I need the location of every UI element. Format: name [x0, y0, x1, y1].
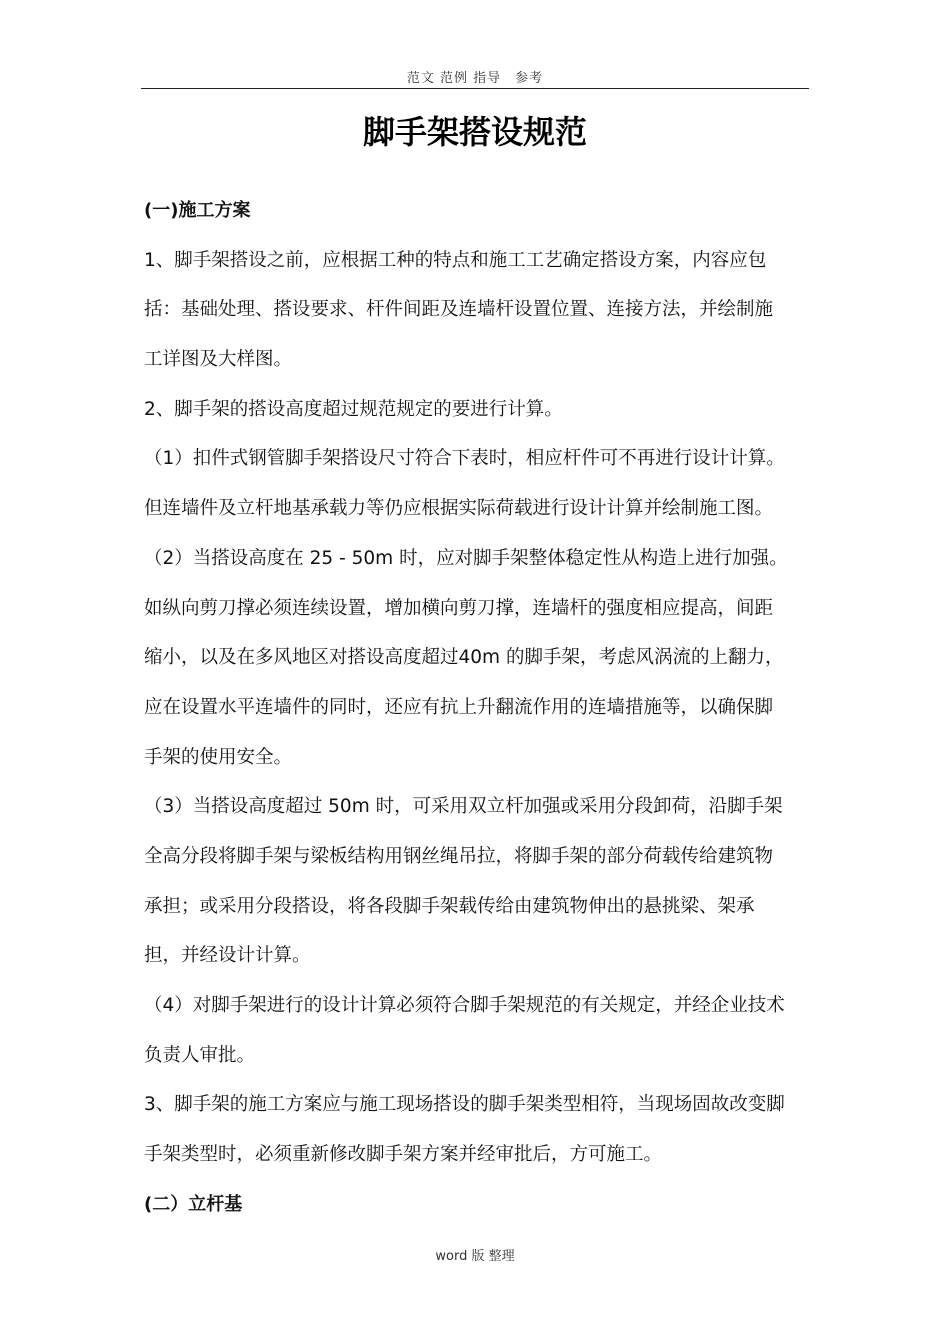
paragraph-line: 缩小，以及在多风地区对搭设高度超过40m 的脚手架，考虑风涡流的上翻力， [144, 647, 784, 669]
paragraph-line: 工详图及大样图。 [144, 349, 293, 371]
section-heading-construction-plan: (一)施工方案 [144, 200, 251, 221]
paragraph-line: 括：基础处理、搭设要求、杆件间距及连墙杆设置位置、连接方法，并绘制施 [144, 299, 774, 321]
paragraph-line: （3）当搭设高度超过 50m 时，可采用双立杆加强或采用分段卸荷，沿脚手架 [144, 796, 783, 818]
paragraph-line: （2）当搭设高度在 25 - 50m 时，应对脚手架整体稳定性从构造上进行加强。 [144, 547, 788, 569]
paragraph-line: 如纵向剪刀撑必须连续设置，增加横向剪刀撑，连墙杆的强度相应提高，间距 [144, 597, 774, 619]
paragraph-line: 但连墙件及立杆地基承载力等仍应根据实际荷载进行设计计算并绘制施工图。 [144, 498, 774, 520]
paragraph-line: 承担；或采用分段搭设，将各段脚手架载传给由建筑物伸出的悬挑梁、架承 [144, 895, 755, 917]
paragraph-line: 手架的使用安全。 [144, 746, 293, 768]
page-header [141, 70, 809, 89]
paragraph-line: 手架类型时，必须重新修改脚手架方案并经审批后，方可施工。 [144, 1144, 663, 1166]
paragraph-line: 应在设置水平连墙件的同时，还应有抗上升翻流作用的连墙措施等，以确保脚 [144, 696, 774, 718]
page-footer [0, 1248, 950, 1266]
paragraph-line: 负责人审批。 [144, 1044, 256, 1066]
footer-text: word 版 整理 [435, 1249, 515, 1264]
document-body [144, 186, 810, 1229]
document-title: 脚手架搭设规范 [362, 113, 587, 151]
header-text: 范文 范例 指导 参考 [406, 71, 544, 86]
paragraph-line: （4）对脚手架进行的设计计算必须符合脚手架规范的有关规定，并经企业技术 [144, 995, 785, 1016]
paragraph-line: 全高分段将脚手架与梁板结构用钢丝绳吊拉，将脚手架的部分荷载传给建筑物 [144, 845, 774, 867]
paragraph-line: （1）扣件式钢管脚手架搭设尺寸符合下表时，相应杆件可不再进行设计计算。 [144, 448, 785, 470]
paragraph-line: 2、脚手架的搭设高度超过规范规定的要进行计算。 [144, 398, 563, 420]
paragraph-line: 3、脚手架的施工方案应与施工现场搭设的脚手架类型相符，当现场固故改变脚 [144, 1094, 785, 1116]
section-heading-pole-foundation: (二）立杆基 [144, 1193, 243, 1215]
paragraph-line: 担，并经设计计算。 [144, 945, 311, 967]
paragraph-line: 1、脚手架搭设之前，应根据工种的特点和施工工艺确定搭设方案，内容应包 [144, 249, 767, 271]
